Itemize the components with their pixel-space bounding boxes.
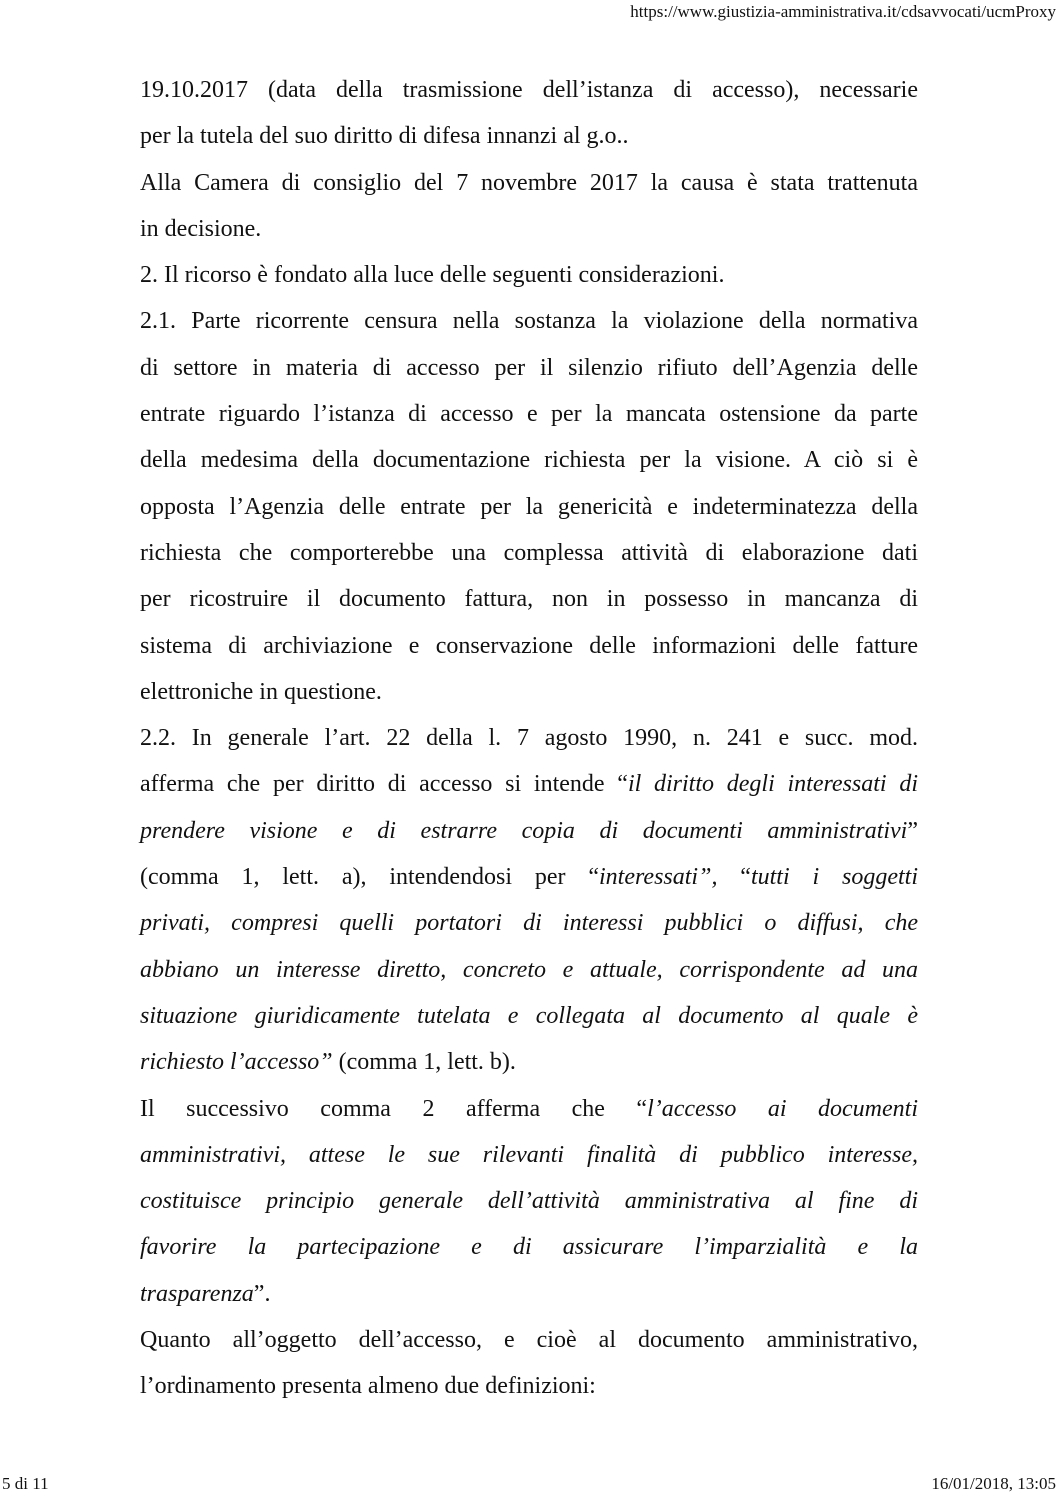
text-segment: della medesima della documentazione richiesta per la visione. A ciò si è: [140, 447, 918, 474]
text-line: [140, 1317, 918, 1363]
text-line: [140, 761, 918, 807]
text-line: [140, 1363, 918, 1409]
text-segment: Quanto all’oggetto dell’accesso, e cioè al documento amministrativo,: [140, 1327, 918, 1354]
text-line: [140, 530, 918, 576]
italic-text-segment: privati, compresi quelli portatori di interessi pubblici o diffusi, che: [140, 910, 918, 937]
text-segment: “: [717, 864, 751, 891]
text-segment: (comma 1, lett. a), intendendosi per “: [140, 864, 599, 891]
text-line: [140, 1039, 918, 1085]
text-line: [140, 206, 918, 252]
text-line: [140, 1132, 918, 1178]
text-segment: opposta l’Agenzia delle entrate per la genericità e indeterminatezza della: [140, 493, 918, 520]
text-line: [140, 252, 918, 298]
text-line: [140, 1271, 918, 1317]
text-line: [140, 993, 918, 1039]
text-line: [140, 715, 918, 761]
text-line: [140, 113, 918, 159]
text-segment: per la tutela del suo diritto di difesa innanzi al g.o..: [140, 123, 629, 150]
text-line: [140, 1178, 918, 1224]
text-segment: sistema di archiviazione e conservazione delle informazioni delle fatture: [140, 632, 918, 659]
italic-text-segment: prendere visione e di estrarre copia di documenti amministrativi: [140, 817, 908, 844]
text-segment: (comma 1, lett. b).: [332, 1049, 516, 1076]
italic-text-segment: costituisce principio generale dell’attività amministrativa al fine di: [140, 1188, 918, 1215]
text-line: [140, 900, 918, 946]
text-segment: 2. Il ricorso è fondato alla luce delle seguenti considerazioni.: [140, 262, 725, 289]
italic-text-segment: situazione giuridicamente tutelata e collegata al documento al quale è: [140, 1002, 918, 1029]
italic-text-segment: il diritto degli interessati di: [627, 771, 918, 798]
text-segment: 2.1. Parte ricorrente censura nella sostanza la violazione della normativa: [140, 308, 918, 335]
italic-text-segment: tutti i soggetti: [750, 864, 918, 891]
text-segment: l’ordinamento presenta almeno due definizioni:: [140, 1373, 596, 1400]
italic-text-segment: richiesto l’accesso”: [140, 1049, 333, 1076]
text-segment: elettroniche in questione.: [140, 678, 382, 705]
text-line: [140, 947, 918, 993]
text-line: [140, 1224, 918, 1270]
text-line: [140, 484, 918, 530]
text-segment: per ricostruire il documento fattura, non in possesso in mancanza di: [140, 586, 918, 613]
text-line: [140, 437, 918, 483]
italic-text-segment: favorire la partecipazione e di assicurare l’imparzialità e la: [140, 1234, 918, 1261]
text-line: [140, 67, 918, 113]
text-segment: richiesta che comporterebbe una complessa attività di elaborazione dati: [140, 539, 918, 566]
document-body: [140, 67, 918, 1410]
text-line: [140, 576, 918, 622]
text-segment: in decisione.: [140, 215, 262, 242]
page-header-url: https://www.giustizia-amministrativa.it/cdsavvocati/ucmProxy: [630, 2, 1056, 21]
text-segment: afferma che per diritto di accesso si intende “: [140, 771, 628, 798]
text-segment: ”.: [253, 1280, 271, 1307]
text-line: [140, 160, 918, 206]
text-segment: ”: [907, 817, 918, 844]
page-number: 5 di 11: [2, 1474, 49, 1493]
text-segment: 19.10.2017 (data della trasmissione dell’istanza di accesso), necessarie: [140, 77, 918, 103]
text-segment: Alla Camera di consiglio del 7 novembre 2017 la causa è stata trattenuta: [140, 169, 918, 196]
italic-text-segment: abbiano un interesse diretto, concreto e attuale, corrispondente ad una: [140, 956, 918, 983]
text-line: [140, 669, 918, 715]
text-line: [140, 1086, 918, 1132]
text-segment: di settore in materia di accesso per il silenzio rifiuto dell’Agenzia delle: [140, 354, 918, 381]
text-line: [140, 808, 918, 854]
italic-text-segment: interessati”,: [598, 864, 718, 891]
text-line: [140, 854, 918, 900]
text-line: [140, 298, 918, 344]
text-line: [140, 391, 918, 437]
text-segment: 2.2. In generale l’art. 22 della l. 7 agosto 1990, n. 241 e succ. mod.: [140, 725, 918, 752]
text-line: [140, 345, 918, 391]
italic-text-segment: l’accesso ai documenti: [647, 1095, 918, 1122]
text-segment: Il successivo comma 2 afferma che “: [140, 1095, 648, 1122]
italic-text-segment: amministrativi, attese le sue rilevanti finalità di pubblico interesse,: [140, 1141, 918, 1168]
italic-text-segment: trasparenza: [140, 1280, 254, 1307]
text-line: [140, 623, 918, 669]
text-segment: entrate riguardo l’istanza di accesso e per la mancata ostensione da parte: [140, 401, 918, 428]
print-datetime: 16/01/2018, 13:05: [931, 1474, 1056, 1493]
